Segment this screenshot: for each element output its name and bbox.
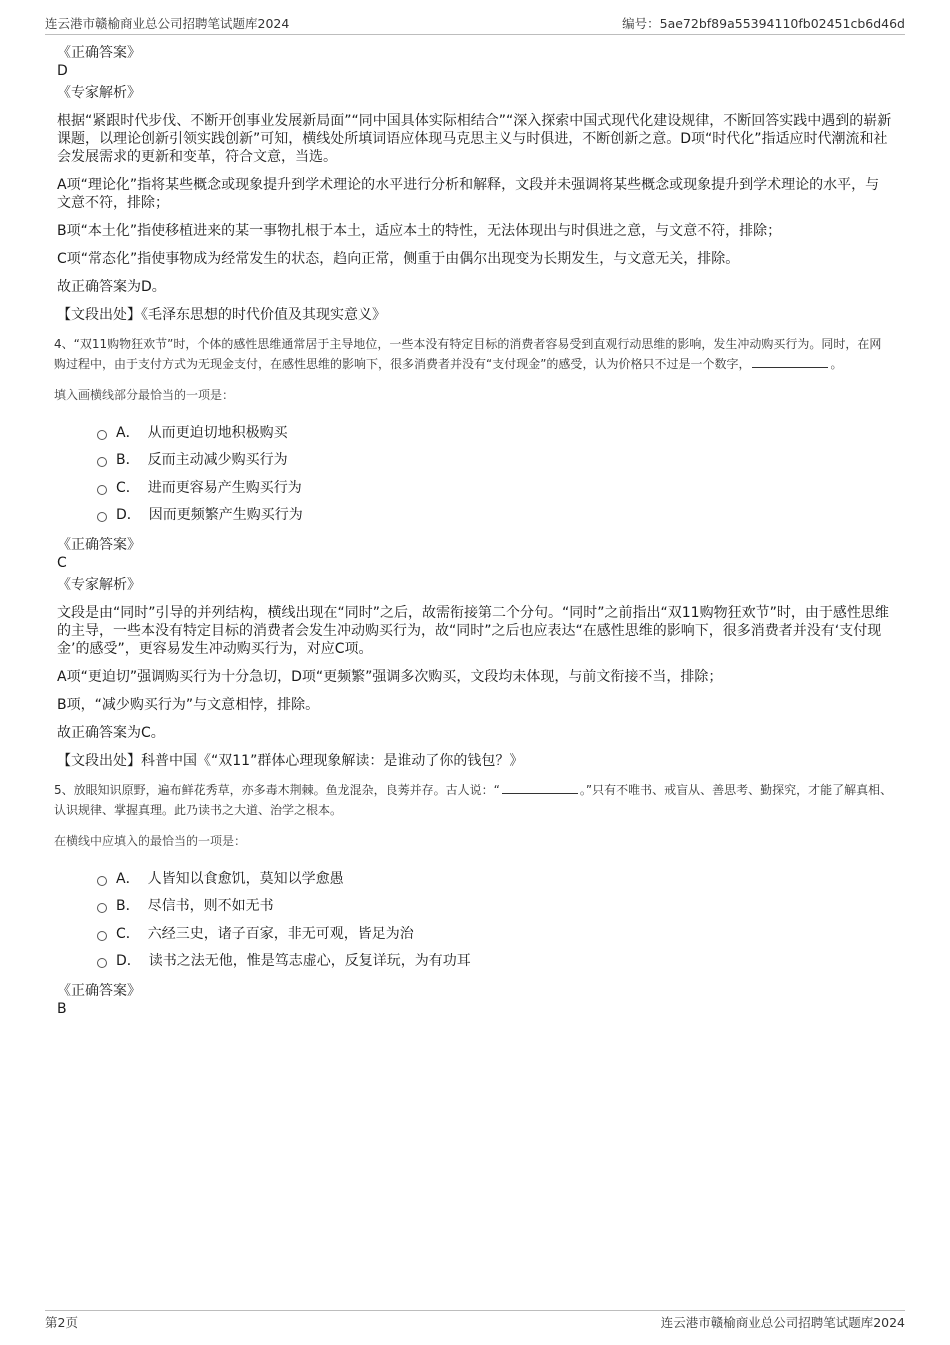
option-d[interactable]: D． 因而更频繁产生购买行为 [97,501,893,529]
radio-icon[interactable] [97,958,107,968]
analysis-label: 《专家解析》 [57,577,141,593]
radio-icon[interactable] [97,876,107,886]
answer-label: 《正确答案》 [57,45,141,61]
document-id: 编号：5ae72bf89a55394110fb02451cb6d46d [622,16,905,31]
option-a[interactable]: A． 人皆知以食愈饥，莫知以学愈愚 [97,864,893,892]
analysis-paragraph: 故正确答案为C。 [57,725,165,741]
answer-label: 《正确答案》 [57,537,141,553]
page-content [54,44,893,1022]
answer-value: B [57,1001,67,1017]
question-5-text: 5、放眼知识原野，遍布鲜花秀草，亦多毒木荆棘。鱼龙混杂，良莠并存。古人说：“ 。”只有不唯书、戒盲从、善思考、勤探究，才能了解真相、认识规律、掌握真理。此乃读书之大道、治学之根本。 [54,783,893,817]
analysis-paragraph: A项“理论化”指将某些概念或现象提升到学术理论的水平进行分析和解释，文段并未强调将某些概念或现象提升到学术理论的水平，与文意不符，排除； [57,177,880,211]
radio-icon[interactable] [97,512,107,522]
analysis-paragraph: C项“常态化”指使事物成为经常发生的状态，趋向正常，侧重于由偶尔出现变为长期发生，与文意无关，排除。 [57,251,740,267]
option-d[interactable]: D． 读书之法无他，惟是笃志虚心，反复详玩，为有功耳 [97,947,893,975]
option-b[interactable]: B． 尽信书，则不如无书 [97,892,893,920]
analysis-paragraph: 故正确答案为D。 [57,279,166,295]
analysis-label: 《专家解析》 [57,85,141,101]
option-c[interactable]: C． 六经三史，诸子百家，非无可观，皆足为治 [97,919,893,947]
analysis-paragraph: B项，“减少购买行为”与文意相悖，排除。 [57,697,320,713]
question-4-text: 4、“双11购物狂欢节”时，个体的感性思维通常居于主导地位，一些本没有特定目标的消费者容易受到直观行动思维的影响，发生冲动购买行为。同时，在网购过程中，由于支付方式为无现金支付，在感性思维的影响下，很多消费者并没有“支付现金”的感受，认为价格只不过是一个数字， 。 [54,337,882,371]
answer-value: D [57,63,68,79]
page-header [45,12,905,35]
radio-icon[interactable] [97,457,107,467]
analysis-paragraph: B项“本土化”指使移植进来的某一事物扎根于本土，适应本土的特性，无法体现出与时俱进之意，与文意不符，排除； [57,223,782,239]
question-5-prompt: 在横线中应填入的最恰当的一项是： [54,834,247,848]
question-4-options [97,418,893,528]
radio-icon[interactable] [97,430,107,440]
footer-title: 连云港市赣榆商业总公司招聘笔试题库2024 [660,1315,905,1330]
question-4-prompt: 填入画横线部分最恰当的一项是： [54,388,235,402]
fill-blank [752,355,828,368]
source-citation: 【文段出处】《毛泽东思想的时代价值及其现实意义》 [57,307,386,323]
page-footer [45,1310,905,1333]
analysis-paragraph: A项“更迫切”强调购买行为十分急切，D项“更频繁”强调多次购买，文段均未体现，与前文衔接不当，排除； [57,669,723,685]
analysis-paragraph: 文段是由“同时”引导的并列结构，横线出现在“同时”之后，故需衔接第二个分句。“同时”之前指出“双11购物狂欢节”时，由于感性思维的主导，一些本没有特定目标的消费者会发生冲动购买行为，故“同时”之后也应表达“在感性思维的影响下，很多消费者并没有‘支付现金’的感受”，更容易发生冲动购买行为，对应C项。 [57,605,889,657]
option-b[interactable]: B． 反而主动减少购买行为 [97,446,893,474]
header-title: 连云港市赣榆商业总公司招聘笔试题库2024 [45,16,290,31]
source-citation: 【文段出处】科普中国《“双11”群体心理现象解读：是谁动了你的钱包？》 [57,753,524,769]
radio-icon[interactable] [97,931,107,941]
analysis-paragraph: 根据“紧跟时代步伐、不断开创事业发展新局面”“同中国具体实际相结合”“深入探索中国式现代化建设规律，不断回答实践中遇到的崭新课题，以理论创新引领实践创新”可知，横线处所填词语应体现马克思主义与时俱进，不断创新之意。D项“时代化”指适应时代潮流和社会发展需求的更新和变革，符合文意，当选。 [57,113,892,165]
radio-icon[interactable] [97,485,107,495]
option-a[interactable]: A． 从而更迫切地积极购买 [97,418,893,446]
answer-label: 《正确答案》 [57,983,141,999]
radio-icon[interactable] [97,903,107,913]
option-c[interactable]: C． 进而更容易产生购买行为 [97,473,893,501]
question-5-options [97,864,893,974]
fill-blank [502,781,578,794]
answer-value: C [57,555,67,571]
page-number: 第2页 [45,1315,78,1330]
